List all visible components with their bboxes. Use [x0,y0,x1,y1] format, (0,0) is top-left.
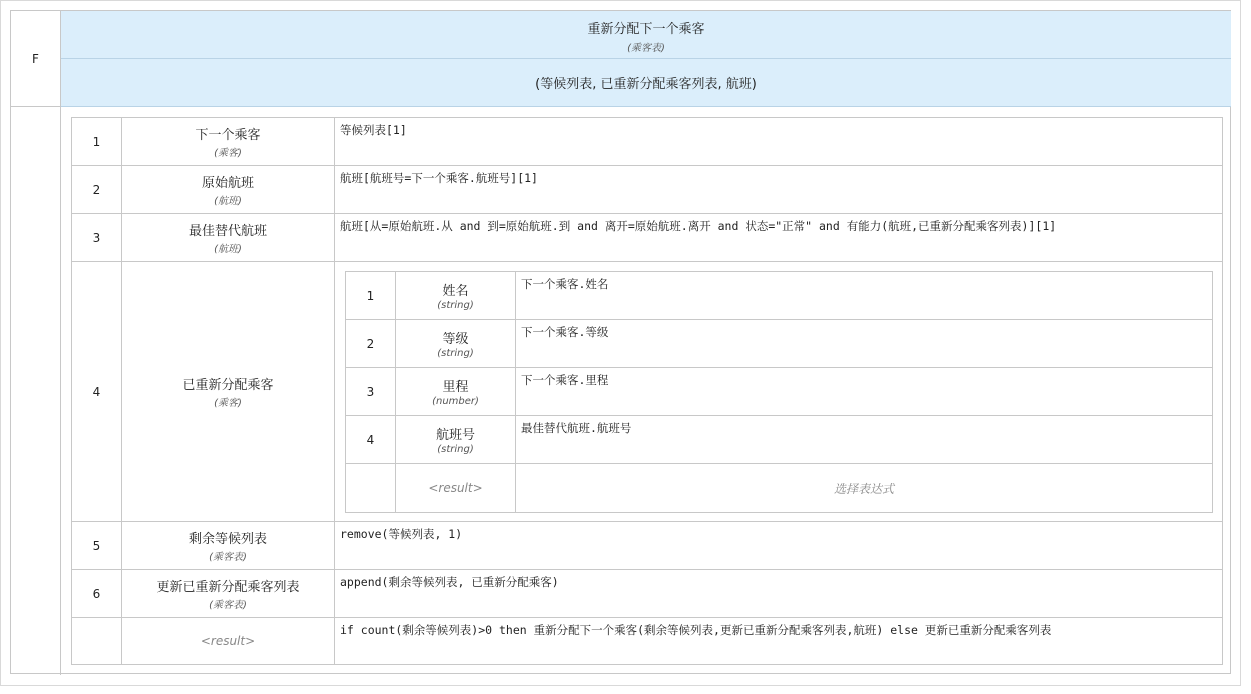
select-expression-label: 选择表达式 [833,481,894,496]
entry-type: (航班) [214,196,242,207]
left-gutter [11,107,61,675]
entry-name-cell[interactable] [122,166,335,213]
entry-expression[interactable]: 下一个乘客.等级 [521,325,609,339]
function-return-type[interactable]: (乘客表) [627,43,665,54]
entry-expression[interactable]: append(剩余等候列表, 已重新分配乘客) [340,575,559,589]
row-number: 2 [346,320,396,367]
entry-name: 姓名 [442,284,469,299]
entry-type: (string) [437,444,474,455]
result-label: <result> [200,634,256,648]
entry-name: 等级 [442,332,469,347]
function-parameters[interactable]: (等候列表, 已重新分配乘客列表, 航班) [61,59,1231,107]
entry-name: 更新已重新分配乘客列表 [156,580,300,595]
function-header[interactable] [61,11,1231,59]
entry-name-cell[interactable] [396,368,516,415]
entry-name-cell[interactable] [122,262,335,521]
function-name[interactable]: 重新分配下一个乘客 [587,22,705,37]
result-expression[interactable]: if count(剩余等候列表)>0 then 重新分配下一个乘客(剩余等候列表,更新已重新分配乘客列表,航班) else 更新已重新分配乘客列表 [340,623,1052,637]
result-label-cell[interactable] [122,618,335,664]
entry-name-cell[interactable] [122,118,335,165]
row-number: 6 [72,570,122,617]
entry-name-cell[interactable] [122,214,335,261]
result-label: <result> [428,481,483,495]
row-number: 1 [346,272,396,319]
context-table [71,117,1223,665]
entry-name-cell[interactable] [396,416,516,463]
row-number-empty [346,464,396,512]
context-entry-row[interactable] [72,166,1222,214]
entry-type: (乘客) [214,148,242,159]
boxed-context-function [10,10,1231,674]
entry-expression[interactable]: 航班[航班号=下一个乘客.航班号][1] [340,171,538,185]
row-number: 4 [346,416,396,463]
context-entry-row[interactable] [72,570,1222,618]
entry-name-cell[interactable] [122,570,335,617]
nested-entry-row[interactable] [346,272,1212,320]
entry-type: (航班) [214,244,242,255]
entry-expression[interactable]: 下一个乘客.里程 [521,373,609,387]
entry-expression[interactable]: 最佳替代航班.航班号 [521,421,632,435]
context-entry-row[interactable] [72,262,1222,522]
context-entry-row[interactable] [72,214,1222,262]
select-expression-placeholder[interactable] [516,464,1212,512]
entry-name: 已重新分配乘客 [182,378,274,393]
row-number: 3 [72,214,122,261]
entry-name-cell[interactable] [396,272,516,319]
result-label-cell[interactable] [396,464,516,512]
row-number: 3 [346,368,396,415]
entry-type: (number) [432,396,479,407]
entry-name: 下一个乘客 [195,128,261,143]
entry-name: 剩余等候列表 [188,532,267,547]
row-number: 1 [72,118,122,165]
row-number: 4 [72,262,122,521]
entry-name: 里程 [442,380,469,395]
entry-type: (乘客表) [209,600,247,611]
context-entry-row[interactable] [72,118,1222,166]
nested-entry-row[interactable] [346,320,1212,368]
entry-type: (string) [437,348,474,359]
nested-entry-row[interactable] [346,416,1212,464]
entry-name: 最佳替代航班 [188,224,267,239]
entry-expression[interactable]: 航班[从=原始航班.从 and 到=原始航班.到 and 离开=原始航班.离开 and 状态="正常" and 有能力(航班,已重新分配乘客列表)][1] [340,219,1057,233]
context-result-row[interactable] [72,618,1222,664]
row-number: 5 [72,522,122,569]
row-number-empty [72,618,122,664]
entry-expression[interactable]: 下一个乘客.姓名 [521,277,609,291]
nested-context-table [345,271,1213,513]
row-number: 2 [72,166,122,213]
context-entry-row[interactable] [72,522,1222,570]
entry-name: 原始航班 [201,176,254,191]
entry-name: 航班号 [435,428,475,443]
entry-name-cell[interactable] [122,522,335,569]
entry-name-cell[interactable] [396,320,516,367]
entry-expression[interactable]: remove(等候列表, 1) [340,527,463,541]
nested-entry-row[interactable] [346,368,1212,416]
entry-type: (string) [437,300,474,311]
function-kind-label[interactable]: F [11,11,61,107]
entry-type: (乘客) [214,398,242,409]
nested-result-row[interactable] [346,464,1212,512]
entry-type: (乘客表) [209,552,247,563]
entry-expression[interactable]: 等候列表[1] [340,123,407,137]
